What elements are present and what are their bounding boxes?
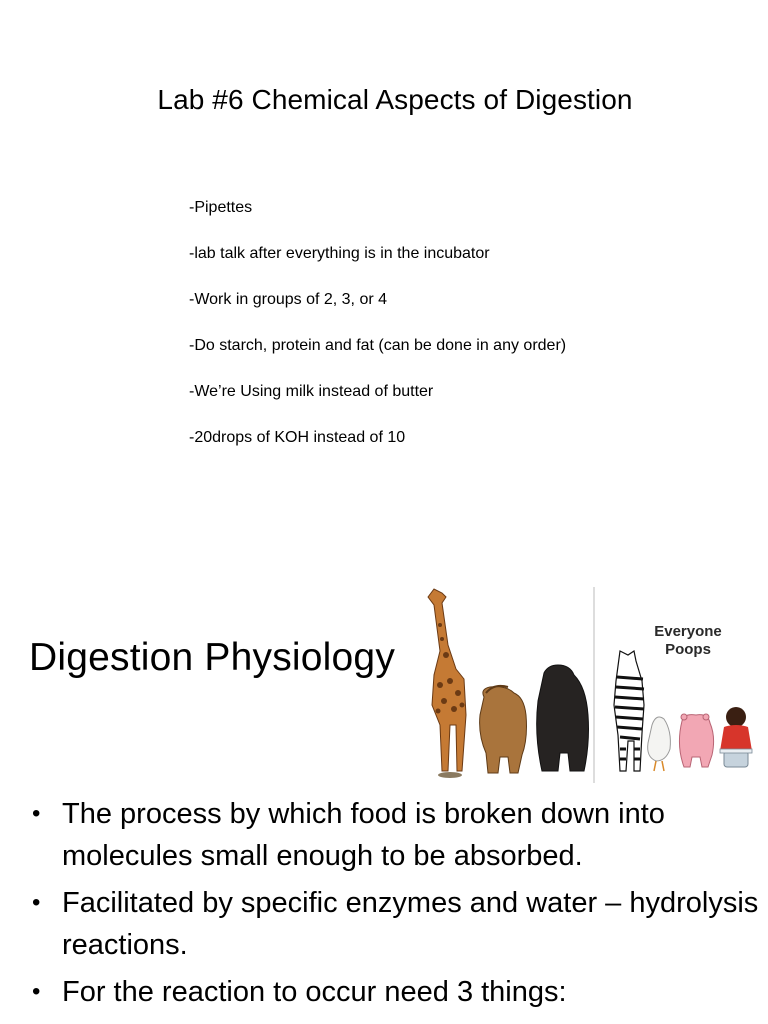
book-title-line1: Everyone <box>654 623 722 640</box>
bullet-dot: • <box>32 978 41 1005</box>
giraffe-icon <box>428 589 466 778</box>
book-title-line2: Poops <box>665 641 711 658</box>
slide-title: Digestion Physiology <box>29 636 396 679</box>
child-icon <box>720 707 752 767</box>
lab-notes-list <box>189 198 566 474</box>
pig-icon <box>679 714 713 767</box>
bullet-list <box>30 793 760 1018</box>
note-item: -Do starch, protein and fat (can be done in any order) <box>189 337 567 354</box>
bullet-item <box>30 882 760 966</box>
slide-title: Lab #6 Chemical Aspects of Digestion <box>157 84 633 115</box>
bird-icon <box>648 717 671 771</box>
bullet-dot: • <box>32 800 41 827</box>
slide-digestion-physiology <box>0 585 768 1024</box>
note-item: -Pipettes <box>189 199 253 216</box>
bullet-item <box>30 971 760 1013</box>
bullet-text: The process by which food is broken down into molecules small enough to be absorbed. <box>62 798 665 872</box>
gorilla-icon <box>537 665 589 771</box>
zebra-icon <box>614 651 644 771</box>
bullet-item <box>30 793 760 877</box>
bullet-text: Facilitated by specific enzymes and water – hydrolysis reactions. <box>62 887 759 961</box>
note-item: -20drops of KOH instead of 10 <box>189 429 406 446</box>
note-item: -Work in groups of 2, 3, or 4 <box>189 291 388 308</box>
note-item: -lab talk after everything is in the incubator <box>189 245 490 262</box>
everyone-poops-illustration <box>420 585 768 785</box>
bullet-text: For the reaction to occur need 3 things: <box>62 976 567 1008</box>
bullet-dot: • <box>32 889 41 916</box>
note-item: -We’re Using milk instead of butter <box>189 383 434 400</box>
lion-icon <box>480 686 527 773</box>
